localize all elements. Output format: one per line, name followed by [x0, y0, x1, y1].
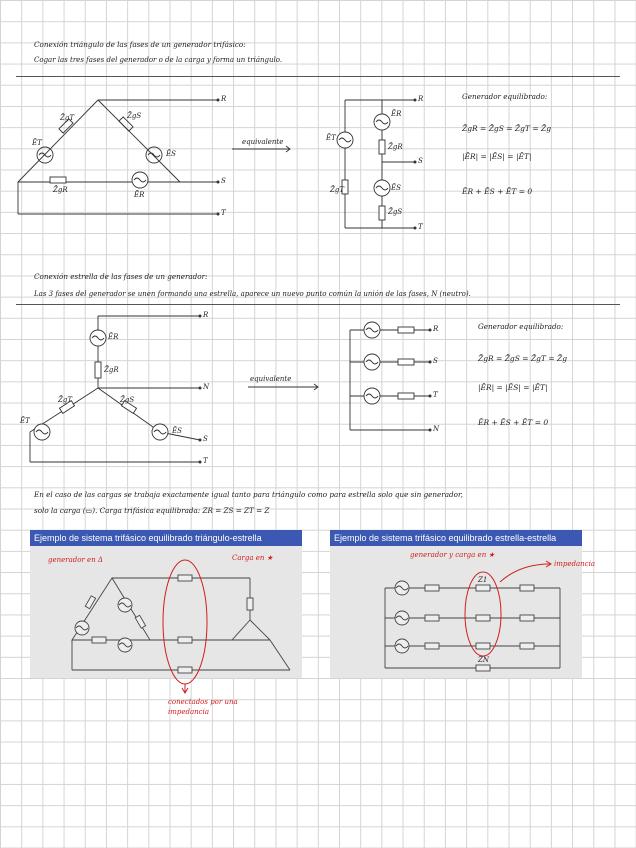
source-er-label: ĒR [134, 191, 145, 199]
note-generator-delta: generador en Δ [48, 556, 103, 564]
star-eq-terminal-t: T [433, 391, 438, 399]
star-impedance-zgt: Z̄gT [58, 396, 73, 404]
panel-header: Ejemplo de sistema trifásico equilibrado triángulo-estrella [30, 530, 302, 546]
panel-header: Ejemplo de sistema trifásico equilibrado estrella-estrella [330, 530, 582, 546]
note-generator-load-star: generador y carga en ★ [410, 551, 495, 559]
eq-impedance-zgs-label: Z̄gS [388, 208, 403, 216]
eq-source-et-label: ĒT [326, 134, 336, 142]
star-eq-terminal-r: R [433, 325, 439, 333]
eq-source-es-label: ĒS [391, 184, 401, 192]
section2-title: Conexión estrella de las fases de un generador: [34, 272, 208, 281]
balanced-eq1-1: Z̄gR = Z̄gS = Z̄gT = Z̄g [462, 124, 551, 133]
eq-source-er-label: ĒR [391, 110, 402, 118]
balanced-title-2: Generador equilibrado: [478, 322, 564, 331]
eq-terminal-t: T [418, 223, 423, 231]
impedance-zgr-label: Z̄gR [53, 186, 68, 194]
equivalent-label: equivalente [242, 138, 284, 146]
star-equivalent-label: equivalente [250, 375, 292, 383]
balanced-eq3-1: ĒR + ĒS + ĒT = 0 [462, 187, 533, 196]
star-eq-terminal-n: N [433, 425, 440, 433]
section2-subtitle: Las 3 fases del generador se unen formando una estrella, aparece un nuevo punto común la unión de las fases, N (neutro). [34, 290, 471, 298]
source-es-label: ĒS [166, 150, 176, 158]
star-source-er: ĒR [108, 333, 119, 341]
load-note-line2: solo la carga (▭). Carga trifásica equilibrada: ZR = ZS = ZT = Z [34, 506, 270, 515]
star-terminal-t: T [203, 457, 208, 465]
star-terminal-r: R [203, 311, 209, 319]
impedance-zgt-label: Z̄gT [60, 114, 75, 122]
star-impedance-zgs: Z̄gS [120, 396, 135, 404]
balanced-eq2-2: |ĒR| = |ĒS| = |ĒT| [478, 383, 548, 392]
source-et-label: ĒT [32, 139, 42, 147]
section1-title: Conexión triángulo de las fases de un generador trifásico: [34, 40, 246, 49]
terminal-r-label: R [221, 95, 227, 103]
eq-terminal-s: S [418, 157, 423, 165]
balanced-eq2-1: |ĒR| = |ĒS| = |ĒT| [462, 152, 532, 161]
eq-terminal-r: R [418, 95, 424, 103]
note-connected-impedance: conectados por una impedancia [168, 698, 238, 716]
section1-subtitle: Cogar las tres fases del generador o de la carga y forma un triángulo. [34, 56, 283, 64]
note-impedance: impedancia [554, 560, 595, 568]
impedance-zgs-label: Z̄gS [127, 112, 142, 120]
terminal-s-label: S [221, 177, 226, 185]
eq-impedance-zgt-label: Z̄gT [330, 186, 345, 194]
note-load-star: Carga en ★ [232, 554, 273, 562]
balanced-eq1-2: Z̄gR = Z̄gS = Z̄gT = Z̄g [478, 354, 567, 363]
load-note-line1: En el caso de las cargas se trabaja exactamente igual tanto para triángulo como para estrella solo que sin generador, [34, 490, 463, 499]
star-eq-terminal-s: S [433, 357, 438, 365]
eq-impedance-zgr-label: Z̄gR [388, 143, 403, 151]
terminal-t-label: T [221, 209, 226, 217]
right-z1-label: Z1 [478, 576, 488, 584]
balanced-eq3-2: ĒR + ĒS + ĒT = 0 [478, 418, 549, 427]
star-source-et: ĒT [20, 417, 30, 425]
star-terminal-s: S [203, 435, 208, 443]
star-impedance-zgr: Z̄gR [104, 366, 119, 374]
balanced-title-1: Generador equilibrado: [462, 92, 548, 101]
star-terminal-n: N [203, 383, 210, 391]
star-source-es: ĒS [172, 427, 182, 435]
right-zn-label: ZN [478, 656, 489, 664]
